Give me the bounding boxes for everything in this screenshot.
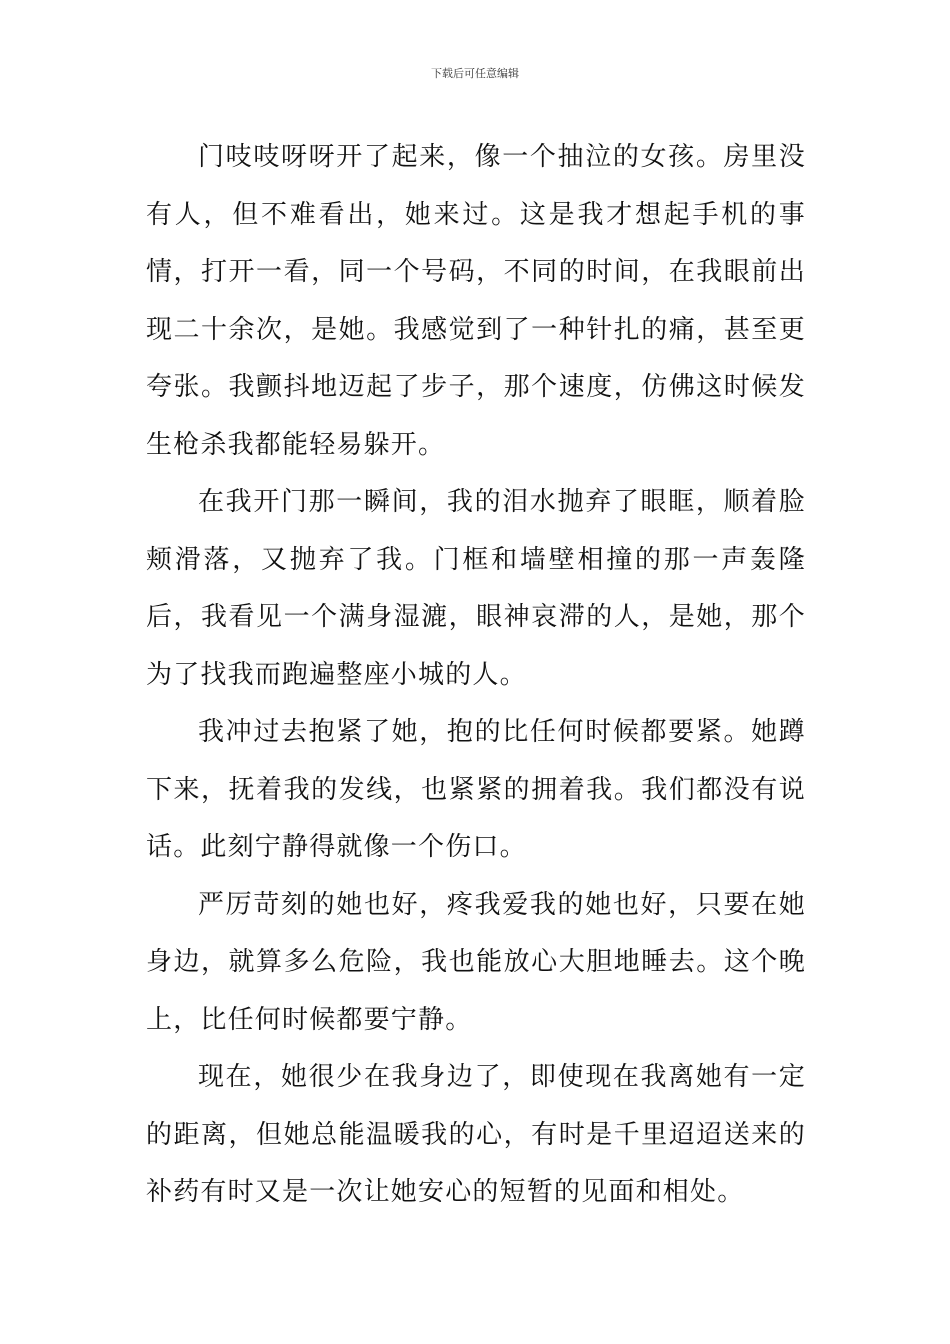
paragraph-4: 严厉苛刻的她也好，疼我爱我的她也好，只要在她身边，就算多么危险，我也能放心大胆地睡去。这个晚上，比任何时候都要宁静。 xyxy=(146,889,806,1035)
paragraph-1: 门吱吱呀呀开了起来，像一个抽泣的女孩。房里没有人，但不难看出，她来过。这是我才想起手机的事情，打开一看，同一个号码，不同的时间，在我眼前出现二十余次，是她。我感觉到了一种针扎的痛，甚至更夸张。我颤抖地迈起了步子，那个速度，仿佛这时候发生枪杀我都能轻易躲开。 xyxy=(146,142,806,460)
paragraph-3: 我冲过去抱紧了她，抱的比任何时候都要紧。她蹲下来，抚着我的发线，也紧紧的拥着我。我们都没有说话。此刻宁静得就像一个伤口。 xyxy=(146,717,806,862)
paragraph-5: 现在，她很少在我身边了，即使现在我离她有一定的距离，但她总能温暖我的心，有时是千里迢迢送来的补药有时又是一次让她安心的短暂的见面和相处。 xyxy=(146,1062,806,1207)
document-body xyxy=(146,129,806,1222)
page-header: 下载后可任意编辑 xyxy=(431,67,519,80)
paragraph-2: 在我开门那一瞬间，我的泪水抛弃了眼眶，顺着脸颊滑落，又抛弃了我。门框和墙壁相撞的那一声轰隆后，我看见一个满身湿漉，眼神哀滞的人，是她，那个为了找我而跑遍整座小城的人。 xyxy=(146,487,806,690)
